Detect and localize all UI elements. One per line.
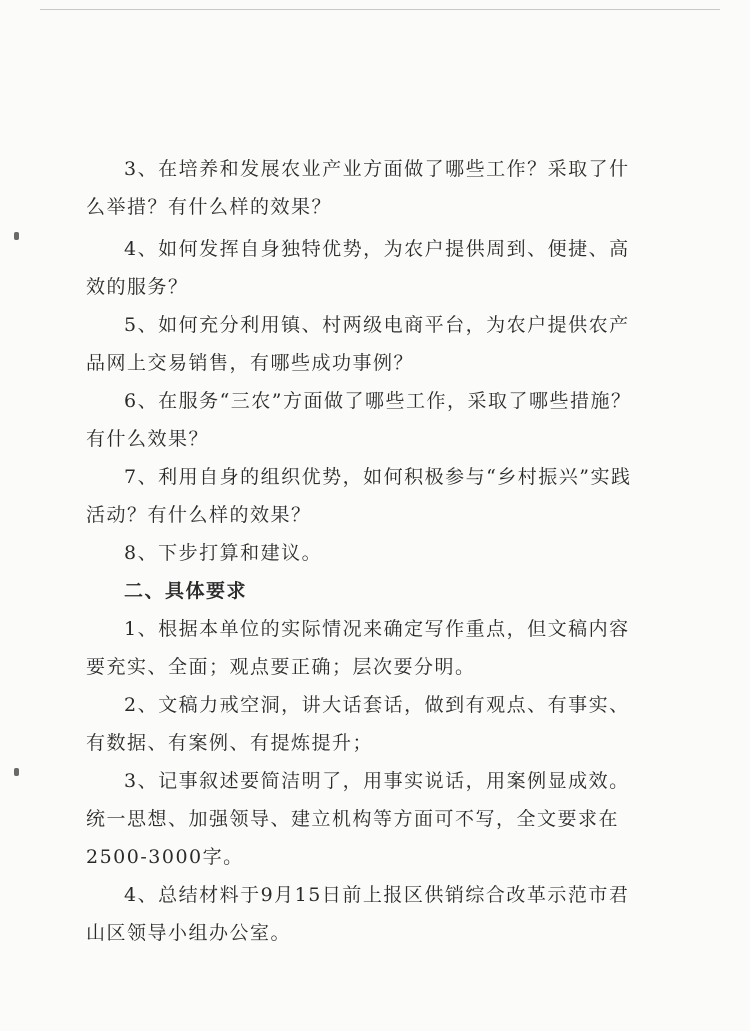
question-8: 8、下步打算和建议。 xyxy=(124,542,323,564)
question-7: 7、利用自身的组织优势，如何积极参与“乡村振兴”实践活动？有什么样的效果？ xyxy=(86,466,632,526)
question-3: 3、在培养和发展农业产业方面做了哪些工作？采取了什么举措？有什么样的效果？ xyxy=(86,158,630,218)
question-5: 5、如何充分利用镇、村两级电商平台，为农户提供农产品网上交易销售，有哪些成功事例？ xyxy=(86,314,630,374)
requirement-3: 3、记事叙述要简洁明了，用事实说话，用案例显成效。统一思想、加强领导、建立机构等方面可不写，全文要求在2500-3000字。 xyxy=(86,770,630,868)
requirement-4: 4、总结材料于9月15日前上报区供销综合改革示范市君山区领导小组办公室。 xyxy=(86,884,630,944)
requirement-1: 1、根据本单位的实际情况来确定写作重点，但文稿内容要充实、全面；观点要正确；层次要分明。 xyxy=(86,618,630,678)
question-4: 4、如何发挥自身独特优势，为农户提供周到、便捷、高效的服务？ xyxy=(86,238,630,298)
section-heading: 二、具体要求 xyxy=(124,580,248,602)
requirement-2: 2、文稿力戒空洞，讲大话套话，做到有观点、有事实、有数据、有案例、有提炼提升； xyxy=(86,694,630,754)
binding-mark xyxy=(14,768,19,776)
document-body xyxy=(86,150,646,952)
question-6: 6、在服务“三农”方面做了哪些工作，采取了哪些措施？有什么效果？ xyxy=(86,390,632,450)
binding-mark xyxy=(14,232,19,240)
page-top-edge xyxy=(40,9,720,10)
